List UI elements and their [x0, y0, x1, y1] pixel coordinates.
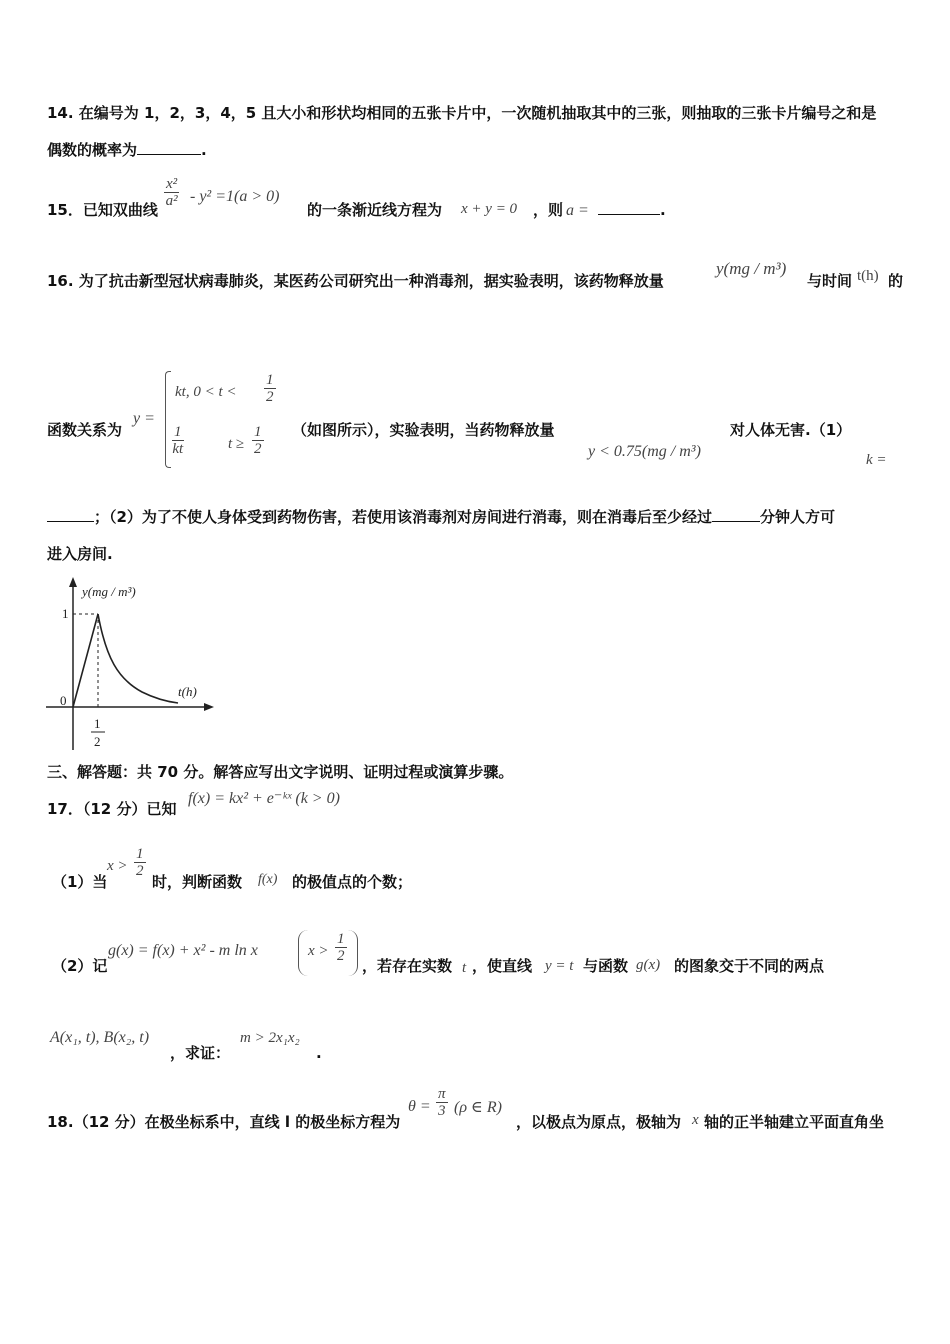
- q17-p2-gx: g(x): [636, 957, 661, 973]
- x-axis-arrow: [204, 703, 214, 711]
- q16-case2-half: [252, 424, 264, 457]
- q16-y-unit: y(mg / m³): [716, 259, 787, 278]
- q14-line2: [47, 140, 207, 160]
- q15-mid: 的一条渐近线方程为: [307, 201, 443, 219]
- q17-dot: .: [316, 1044, 322, 1062]
- q17-p2-frac: [335, 931, 347, 964]
- q16-func-rel: 函数关系为: [47, 421, 123, 439]
- graph-y-label: y(mg / m³): [82, 584, 136, 599]
- graph-tick-one: 1: [62, 606, 69, 621]
- graph-half-num: 1: [94, 716, 101, 731]
- q16-harmless: 对人体无害.（1）: [730, 421, 852, 439]
- q17-p1-x: x >: [107, 858, 128, 874]
- q16-minutes-blank[interactable]: [712, 507, 760, 522]
- q18-rest2: 轴的正半轴建立平面直角坐: [704, 1113, 885, 1131]
- q16-inequality: y < 0.75(mg / m³): [588, 443, 701, 460]
- q16-line3-text: ；（2）为了不使人身体受到药物伤害，若使用该消毒剂对房间进行消毒，则在消毒后至少经过: [94, 508, 712, 526]
- q17-inequality: m > 2x₁x₂: [240, 1030, 300, 1046]
- frac-num: x²: [166, 176, 178, 192]
- q18-pi-frac: [436, 1086, 448, 1119]
- q15-end: .: [660, 201, 666, 219]
- q16-piecewise-brace: [165, 371, 171, 468]
- frac-den: 2: [136, 863, 144, 879]
- q16-with-time: 与时间: [807, 272, 853, 290]
- q16-case1: kt, 0 < t <: [175, 384, 237, 400]
- q17-p2-t: t: [462, 960, 467, 976]
- graph-half-den: 2: [94, 734, 101, 749]
- q16-line3-end: 分钟人方可: [759, 508, 835, 526]
- q16-de: 的: [888, 272, 904, 290]
- q14-text: 偶数的概率为: [47, 141, 138, 159]
- q17-p1-end: 的极值点的个数；: [292, 873, 413, 891]
- q17-points: A(x₁, t), B(x₂, t): [50, 1029, 150, 1046]
- frac-num: π: [438, 1086, 446, 1102]
- q16-graph: [40, 574, 220, 754]
- q15-answer-blank[interactable]: [598, 200, 660, 215]
- q16-line4: 进入房间.: [47, 545, 113, 563]
- q18-theta: θ =: [408, 1098, 431, 1115]
- q16-k-blank[interactable]: [47, 507, 94, 522]
- q16-line1: 16. 为了抗击新型冠状病毒肺炎，某医药公司研究出一种消毒剂，据实验表明，该药物释放量: [47, 272, 664, 290]
- rising-segment: [73, 614, 98, 707]
- q17-p2-end: 的图象交于不同的两点: [674, 957, 825, 975]
- graph-origin: 0: [60, 693, 67, 708]
- q17-p2-g: g(x) = f(x) + x² - m ln x: [108, 942, 258, 959]
- y-axis-arrow: [69, 577, 77, 587]
- q17-p2-mid2: ，使直线: [472, 957, 533, 975]
- q17-p2-prefix: （2）记: [52, 957, 108, 975]
- decay-curve: [98, 614, 178, 703]
- graph-x-label: t(h): [178, 684, 197, 699]
- q16-case2-frac: [172, 424, 184, 457]
- q16-line3: [47, 507, 835, 527]
- frac-den: a²: [165, 193, 178, 209]
- q17-p2-cond: x >: [308, 943, 329, 959]
- q17-p1-mid: 时，判断函数: [152, 873, 243, 891]
- q16-case2-cond: t ≥: [228, 436, 245, 452]
- q15-equation: - y² =1(a > 0): [190, 188, 280, 205]
- q16-case1-frac: [264, 372, 276, 405]
- frac-den: 2: [266, 389, 274, 405]
- q14-line1: 14. 在编号为 1，2，3，4，5 且大小和形状均相同的五张卡片中，一次随机抽取其中的三张，则抽取的三张卡片编号之和是: [47, 104, 877, 122]
- frac-num: 1: [136, 846, 144, 862]
- q16-as-shown: （如图所示），实验表明，当药物释放量: [292, 421, 555, 439]
- q17-p1-frac: [134, 846, 146, 879]
- q17-p1-prefix: （1）当: [52, 873, 108, 891]
- q15-blank-wrap: [598, 200, 666, 220]
- q16-y-eq: y =: [133, 410, 155, 427]
- q14-end: .: [201, 141, 207, 159]
- q15-hyperbola-frac: [164, 176, 179, 209]
- frac-den: 3: [438, 1103, 446, 1119]
- frac-num: 1: [266, 372, 274, 388]
- q15-then: ，则: [533, 201, 564, 219]
- frac-den: kt: [172, 441, 184, 457]
- q15-a-eq: a =: [566, 202, 589, 219]
- q17-func: f(x) = kx² + e⁻ᵏˣ (k > 0): [188, 790, 340, 807]
- q17-p2-mid3: 与函数: [583, 957, 629, 975]
- q15-prefix: 15．已知双曲线: [47, 201, 158, 219]
- q17-p2-mid: ，若存在实数: [362, 957, 453, 975]
- frac-num: 1: [174, 424, 182, 440]
- frac-num: 1: [337, 931, 345, 947]
- section3-heading: 三、解答题：共 70 分。解答应写出文字说明、证明过程或演算步骤。: [47, 763, 514, 781]
- q18-rho: (ρ ∈ R): [454, 1099, 502, 1116]
- frac-den: 2: [254, 441, 262, 457]
- frac-den: 2: [337, 948, 345, 964]
- q15-asymptote: x + y = 0: [461, 201, 518, 217]
- q14-answer-blank[interactable]: [137, 140, 201, 155]
- q17-prove: ，求证：: [170, 1044, 231, 1062]
- q17-p2-line: y = t: [545, 958, 574, 974]
- q17-p1-fx: f(x): [258, 872, 278, 887]
- q17-prefix: 17．（12 分）已知: [47, 800, 177, 818]
- q18-prefix: 18.（12 分）在极坐标系中，直线 l 的极坐标方程为: [47, 1113, 401, 1131]
- q16-k-eq: k =: [866, 452, 887, 468]
- q16-t-unit: t(h): [857, 268, 879, 284]
- frac-num: 1: [254, 424, 262, 440]
- q18-rest: ，以极点为原点，极轴为: [516, 1113, 682, 1131]
- q18-x: x: [692, 1112, 699, 1128]
